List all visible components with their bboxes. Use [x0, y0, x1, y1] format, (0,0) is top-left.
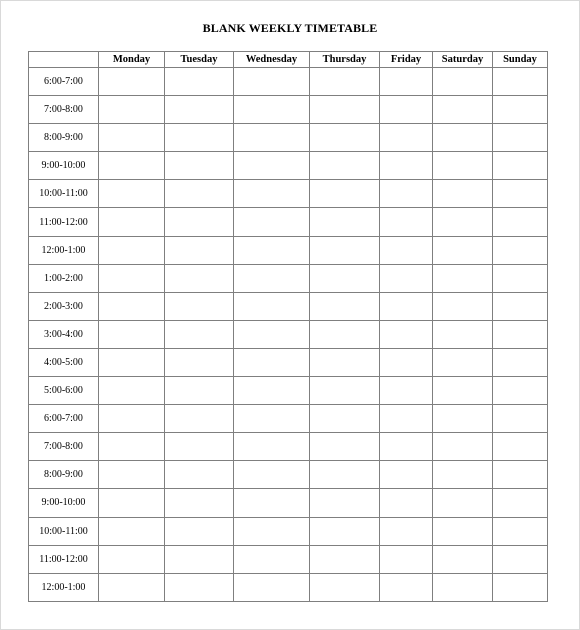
schedule-cell[interactable] — [493, 517, 548, 545]
schedule-cell[interactable] — [234, 517, 310, 545]
schedule-cell[interactable] — [433, 124, 493, 152]
schedule-cell[interactable] — [234, 377, 310, 405]
schedule-cell[interactable] — [433, 545, 493, 573]
schedule-cell[interactable] — [310, 124, 380, 152]
table-row — [29, 573, 548, 601]
table-row — [29, 517, 548, 545]
schedule-cell[interactable] — [493, 461, 548, 489]
schedule-cell[interactable] — [433, 461, 493, 489]
table-row — [29, 461, 548, 489]
schedule-cell[interactable] — [380, 545, 433, 573]
table-row — [29, 236, 548, 264]
schedule-cell[interactable] — [493, 236, 548, 264]
schedule-cell[interactable] — [99, 68, 165, 96]
schedule-cell[interactable] — [99, 124, 165, 152]
schedule-cell[interactable] — [380, 377, 433, 405]
timetable-body — [29, 68, 548, 602]
schedule-cell[interactable] — [234, 405, 310, 433]
schedule-cell[interactable] — [493, 208, 548, 236]
table-row — [29, 348, 548, 376]
schedule-cell[interactable] — [433, 236, 493, 264]
table-row — [29, 264, 548, 292]
schedule-cell[interactable] — [234, 489, 310, 517]
schedule-cell[interactable] — [99, 405, 165, 433]
table-row — [29, 124, 548, 152]
schedule-cell[interactable] — [380, 208, 433, 236]
table-row — [29, 180, 548, 208]
schedule-cell[interactable] — [234, 461, 310, 489]
schedule-cell[interactable] — [165, 124, 234, 152]
time-slot-label: 6:00-7:00 — [29, 68, 99, 96]
schedule-cell[interactable] — [380, 573, 433, 601]
schedule-cell[interactable] — [99, 545, 165, 573]
time-slot-label: 7:00-8:00 — [29, 96, 99, 124]
schedule-cell[interactable] — [380, 461, 433, 489]
schedule-cell[interactable] — [380, 68, 433, 96]
table-row — [29, 545, 548, 573]
schedule-cell[interactable] — [493, 292, 548, 320]
schedule-cell[interactable] — [99, 320, 165, 348]
schedule-cell[interactable] — [165, 264, 234, 292]
schedule-cell[interactable] — [165, 545, 234, 573]
schedule-cell[interactable] — [165, 517, 234, 545]
schedule-cell[interactable] — [493, 152, 548, 180]
schedule-cell[interactable] — [165, 292, 234, 320]
schedule-cell[interactable] — [234, 264, 310, 292]
schedule-cell[interactable] — [99, 180, 165, 208]
day-header: Monday — [99, 52, 165, 68]
schedule-cell[interactable] — [165, 68, 234, 96]
schedule-cell[interactable] — [310, 517, 380, 545]
header-row — [29, 52, 548, 68]
schedule-cell[interactable] — [310, 320, 380, 348]
time-slot-label: 8:00-9:00 — [29, 461, 99, 489]
day-header: Friday — [380, 52, 433, 68]
time-slot-label: 9:00-10:00 — [29, 489, 99, 517]
schedule-cell[interactable] — [165, 208, 234, 236]
schedule-cell[interactable] — [234, 348, 310, 376]
table-row — [29, 152, 548, 180]
schedule-cell[interactable] — [310, 573, 380, 601]
schedule-cell[interactable] — [99, 377, 165, 405]
schedule-cell[interactable] — [493, 320, 548, 348]
schedule-cell[interactable] — [433, 292, 493, 320]
schedule-cell[interactable] — [234, 545, 310, 573]
schedule-cell[interactable] — [433, 517, 493, 545]
schedule-cell[interactable] — [493, 264, 548, 292]
schedule-cell[interactable] — [99, 461, 165, 489]
schedule-cell[interactable] — [493, 180, 548, 208]
schedule-cell[interactable] — [380, 236, 433, 264]
schedule-cell[interactable] — [234, 320, 310, 348]
table-row — [29, 96, 548, 124]
schedule-cell[interactable] — [165, 433, 234, 461]
schedule-cell[interactable] — [234, 292, 310, 320]
schedule-cell[interactable] — [380, 405, 433, 433]
schedule-cell[interactable] — [99, 489, 165, 517]
day-header: Wednesday — [234, 52, 310, 68]
time-slot-label: 12:00-1:00 — [29, 573, 99, 601]
schedule-cell[interactable] — [234, 180, 310, 208]
schedule-cell[interactable] — [165, 348, 234, 376]
schedule-cell[interactable] — [165, 180, 234, 208]
schedule-cell[interactable] — [165, 377, 234, 405]
schedule-cell[interactable] — [310, 545, 380, 573]
schedule-cell[interactable] — [165, 489, 234, 517]
schedule-cell[interactable] — [380, 433, 433, 461]
schedule-cell[interactable] — [310, 180, 380, 208]
schedule-cell[interactable] — [380, 152, 433, 180]
schedule-cell[interactable] — [99, 152, 165, 180]
day-header: Tuesday — [165, 52, 234, 68]
schedule-cell[interactable] — [310, 405, 380, 433]
schedule-cell[interactable] — [99, 264, 165, 292]
table-row — [29, 433, 548, 461]
schedule-cell[interactable] — [99, 292, 165, 320]
time-slot-label: 2:00-3:00 — [29, 292, 99, 320]
schedule-cell[interactable] — [234, 433, 310, 461]
schedule-cell[interactable] — [234, 208, 310, 236]
time-slot-label: 11:00-12:00 — [29, 545, 99, 573]
schedule-cell[interactable] — [165, 320, 234, 348]
schedule-cell[interactable] — [99, 208, 165, 236]
day-header: Thursday — [310, 52, 380, 68]
table-row — [29, 405, 548, 433]
schedule-cell[interactable] — [433, 433, 493, 461]
time-slot-label: 8:00-9:00 — [29, 124, 99, 152]
page-title: BLANK WEEKLY TIMETABLE — [202, 21, 378, 35]
schedule-cell[interactable] — [234, 124, 310, 152]
schedule-cell[interactable] — [380, 320, 433, 348]
schedule-cell[interactable] — [310, 96, 380, 124]
table-row — [29, 292, 548, 320]
schedule-cell[interactable] — [433, 405, 493, 433]
schedule-cell[interactable] — [493, 68, 548, 96]
schedule-cell[interactable] — [493, 433, 548, 461]
schedule-cell[interactable] — [433, 377, 493, 405]
day-header: Sunday — [493, 52, 548, 68]
schedule-cell[interactable] — [165, 96, 234, 124]
schedule-cell[interactable] — [99, 573, 165, 601]
schedule-cell[interactable] — [433, 68, 493, 96]
schedule-cell[interactable] — [99, 433, 165, 461]
timetable — [28, 51, 548, 602]
time-slot-label: 12:00-1:00 — [29, 236, 99, 264]
schedule-cell[interactable] — [493, 489, 548, 517]
schedule-cell[interactable] — [380, 292, 433, 320]
schedule-cell[interactable] — [433, 264, 493, 292]
schedule-cell[interactable] — [380, 124, 433, 152]
schedule-cell[interactable] — [310, 348, 380, 376]
schedule-cell[interactable] — [99, 348, 165, 376]
schedule-cell[interactable] — [310, 433, 380, 461]
time-slot-label: 7:00-8:00 — [29, 433, 99, 461]
schedule-cell[interactable] — [234, 152, 310, 180]
schedule-cell[interactable] — [310, 489, 380, 517]
schedule-cell[interactable] — [380, 348, 433, 376]
schedule-cell[interactable] — [234, 573, 310, 601]
schedule-cell[interactable] — [433, 208, 493, 236]
schedule-cell[interactable] — [310, 236, 380, 264]
schedule-cell[interactable] — [380, 489, 433, 517]
time-slot-label: 5:00-6:00 — [29, 377, 99, 405]
schedule-cell[interactable] — [493, 124, 548, 152]
day-header: Saturday — [433, 52, 493, 68]
time-slot-label: 9:00-10:00 — [29, 152, 99, 180]
time-slot-label: 11:00-12:00 — [29, 208, 99, 236]
schedule-cell[interactable] — [234, 236, 310, 264]
schedule-cell[interactable] — [433, 348, 493, 376]
schedule-cell[interactable] — [433, 96, 493, 124]
schedule-cell[interactable] — [380, 180, 433, 208]
schedule-cell[interactable] — [493, 573, 548, 601]
schedule-cell[interactable] — [380, 96, 433, 124]
table-row — [29, 320, 548, 348]
time-slot-label: 6:00-7:00 — [29, 405, 99, 433]
time-slot-label: 4:00-5:00 — [29, 348, 99, 376]
schedule-cell[interactable] — [234, 68, 310, 96]
schedule-cell[interactable] — [380, 517, 433, 545]
schedule-cell[interactable] — [433, 152, 493, 180]
table-row — [29, 68, 548, 96]
schedule-cell[interactable] — [234, 96, 310, 124]
schedule-cell[interactable] — [493, 545, 548, 573]
schedule-cell[interactable] — [165, 236, 234, 264]
schedule-cell[interactable] — [493, 348, 548, 376]
table-row — [29, 208, 548, 236]
schedule-cell[interactable] — [310, 461, 380, 489]
table-row — [29, 377, 548, 405]
schedule-cell[interactable] — [99, 96, 165, 124]
schedule-cell[interactable] — [165, 573, 234, 601]
schedule-cell[interactable] — [310, 68, 380, 96]
schedule-cell[interactable] — [310, 377, 380, 405]
schedule-cell[interactable] — [433, 489, 493, 517]
schedule-cell[interactable] — [433, 180, 493, 208]
time-slot-label: 3:00-4:00 — [29, 320, 99, 348]
time-slot-label: 10:00-11:00 — [29, 180, 99, 208]
schedule-cell[interactable] — [99, 236, 165, 264]
schedule-cell[interactable] — [493, 405, 548, 433]
table-row — [29, 489, 548, 517]
schedule-cell[interactable] — [310, 264, 380, 292]
schedule-cell[interactable] — [165, 152, 234, 180]
schedule-cell[interactable] — [380, 264, 433, 292]
schedule-cell[interactable] — [310, 152, 380, 180]
schedule-cell[interactable] — [310, 208, 380, 236]
schedule-cell[interactable] — [165, 461, 234, 489]
schedule-cell[interactable] — [99, 517, 165, 545]
schedule-cell[interactable] — [433, 320, 493, 348]
time-slot-label: 10:00-11:00 — [29, 517, 99, 545]
schedule-cell[interactable] — [493, 96, 548, 124]
schedule-cell[interactable] — [165, 405, 234, 433]
corner-cell — [29, 52, 99, 68]
schedule-cell[interactable] — [493, 377, 548, 405]
schedule-cell[interactable] — [433, 573, 493, 601]
time-slot-label: 1:00-2:00 — [29, 264, 99, 292]
schedule-cell[interactable] — [310, 292, 380, 320]
